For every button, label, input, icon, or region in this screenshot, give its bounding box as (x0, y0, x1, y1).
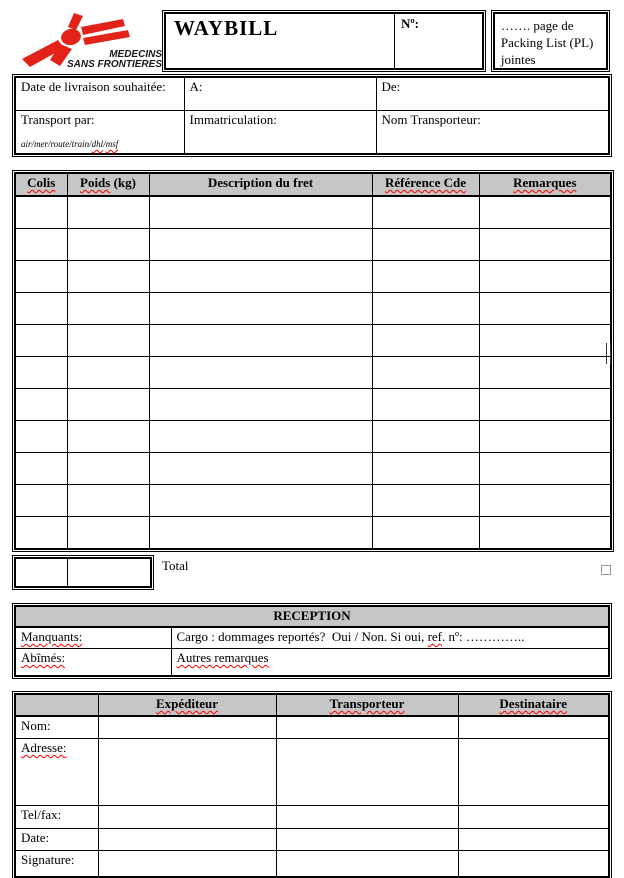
origin-label: De: (381, 79, 401, 94)
cargo-cell-r10-c2[interactable] (149, 517, 372, 550)
cargo-cell-r1-c3[interactable] (372, 229, 479, 261)
cargo-row-10 (15, 517, 611, 550)
misspelled-text: Remarques (513, 175, 577, 190)
cargo-cell-r0-c1[interactable] (67, 196, 149, 229)
misspelled-text: Expéditeur (155, 696, 219, 711)
misspelled-text: Référence Cde (385, 175, 466, 190)
cargo-cell-r5-c1[interactable] (67, 357, 149, 389)
text-cursor-artifact (606, 343, 611, 364)
cargo-cell-r10-c3[interactable] (372, 517, 479, 550)
cargo-cell-r2-c1[interactable] (67, 261, 149, 293)
cargo-cell-r6-c0[interactable] (15, 389, 67, 421)
parties-column-header-1 (276, 694, 458, 716)
total-strip (14, 557, 624, 588)
cargo-cell-r6-c2[interactable] (149, 389, 372, 421)
parties-row-label-2 (15, 806, 98, 829)
parties-row-3 (15, 829, 609, 851)
shipment-info-row2 (15, 111, 609, 155)
parties-cell-r0-c2[interactable] (458, 716, 609, 739)
misspelled-text: Adresse: (21, 740, 67, 755)
cargo-cell-r3-c1[interactable] (67, 293, 149, 325)
parties-column-header-0 (98, 694, 276, 716)
misspelled-text: Autres remarques (176, 650, 269, 665)
misspelled-text: Colis (27, 175, 56, 190)
cargo-cell-r0-c0[interactable] (15, 196, 67, 229)
parties-row-label-1 (15, 739, 98, 806)
total-label: Total (162, 558, 189, 573)
cargo-cell-r6-c3[interactable] (372, 389, 479, 421)
cargo-column-header-2 (149, 173, 372, 196)
parties-cell-r2-c1[interactable] (276, 806, 458, 829)
misspelled-text: Manquants: (21, 629, 83, 644)
cargo-cell-r4-c3[interactable] (372, 325, 479, 357)
text-run: Cargo : dommages reportés? Oui / Non. Si oui, (176, 629, 428, 644)
parties-cell-r3-c0[interactable] (98, 829, 276, 851)
text-run: Signature: (21, 852, 75, 867)
cargo-cell-r5-c0[interactable] (15, 357, 67, 389)
carrier-name-label: Nom Transporteur: (381, 112, 481, 127)
parties-row-label-0 (15, 716, 98, 739)
cargo-cell-r4-c2[interactable] (149, 325, 372, 357)
cargo-row-9 (15, 485, 611, 517)
origin-field[interactable] (376, 77, 609, 111)
cargo-cell-r10-c1[interactable] (67, 517, 149, 550)
parties-cell-r3-c1[interactable] (276, 829, 458, 851)
registration-field[interactable] (184, 111, 376, 155)
cargo-cell-r8-c4[interactable] (479, 453, 611, 485)
cargo-cell-r7-c0[interactable] (15, 421, 67, 453)
cargo-cell-r5-c3[interactable] (372, 357, 479, 389)
packing-list-pages-note: ……. page de Packing List (PL) jointes (500, 18, 594, 67)
cargo-cell-r10-c4[interactable] (479, 517, 611, 550)
text-run: Tel/fax: (21, 807, 62, 822)
cargo-row-5 (15, 357, 611, 389)
cargo-column-header-0 (15, 173, 67, 196)
cargo-cell-r8-c3[interactable] (372, 453, 479, 485)
misspelled-text: Poids (80, 175, 111, 190)
cargo-table (14, 172, 612, 550)
logo-line1: MEDECINS (109, 49, 162, 60)
cargo-column-header-3 (372, 173, 479, 196)
document-header (14, 12, 608, 70)
parties-cell-r0-c1[interactable] (276, 716, 458, 739)
parties-row-1 (15, 739, 609, 806)
cargo-cell-r0-c2[interactable] (149, 196, 372, 229)
misspelled-text: ref (427, 629, 442, 644)
cargo-cell-r1-c4[interactable] (479, 229, 611, 261)
parties-column-header-2 (458, 694, 609, 716)
parties-row-label-4 (15, 851, 98, 878)
cargo-cell-r7-c4[interactable] (479, 421, 611, 453)
cargo-row-7 (15, 421, 611, 453)
cargo-cell-r3-c3[interactable] (372, 293, 479, 325)
registration-label: Immatriculation: (189, 112, 277, 127)
cargo-cell-r8-c0[interactable] (15, 453, 67, 485)
shipment-info-row1 (15, 77, 609, 111)
misspelled-text: Abîmés: (21, 650, 66, 665)
text-run: Date: (21, 830, 50, 845)
destination-field[interactable] (184, 77, 376, 111)
parties-cell-r1-c1[interactable] (276, 739, 458, 806)
cargo-cell-r0-c3[interactable] (372, 196, 479, 229)
cargo-cell-r6-c1[interactable] (67, 389, 149, 421)
text-run: Description du fret (207, 175, 314, 190)
cargo-cell-r9-c3[interactable] (372, 485, 479, 517)
misspelled-text: msf (105, 139, 119, 149)
cargo-cell-r9-c0[interactable] (15, 485, 67, 517)
cargo-cell-r2-c4[interactable] (479, 261, 611, 293)
reception-label-cell-1[interactable] (15, 649, 171, 677)
transport-modes-note (21, 137, 179, 152)
text-run: Nom: (21, 718, 51, 733)
delivery-date-label: Date de livraison souhaitée: (21, 79, 166, 94)
cargo-cell-r4-c1[interactable] (67, 325, 149, 357)
cargo-cell-r4-c4[interactable] (479, 325, 611, 357)
parties-cell-r2-c2[interactable] (458, 806, 609, 829)
parties-cell-r4-c1[interactable] (276, 851, 458, 878)
parties-table-body (15, 716, 609, 877)
parties-row-2 (15, 806, 609, 829)
logo-line2: SANS FRONTIERES (66, 59, 162, 70)
packing-list-pages-box[interactable] (493, 12, 608, 70)
misspelled-text: dhl (91, 139, 104, 149)
cargo-cell-r0-c4[interactable] (479, 196, 611, 229)
cargo-cell-r2-c3[interactable] (372, 261, 479, 293)
cargo-cell-r8-c2[interactable] (149, 453, 372, 485)
reception-content-cell-0[interactable] (171, 627, 609, 649)
cargo-row-2 (15, 261, 611, 293)
anchor-square-artifact (601, 565, 611, 575)
page-title: WAYBILL (174, 16, 279, 40)
cargo-cell-r1-c0[interactable] (15, 229, 67, 261)
cargo-row-8 (15, 453, 611, 485)
title-number-box (164, 12, 484, 70)
delivery-date-field[interactable] (15, 77, 184, 111)
parties-cell-r0-c0[interactable] (98, 716, 276, 739)
cargo-cell-r5-c4[interactable] (479, 357, 611, 389)
destination-label: A: (189, 79, 203, 94)
cargo-cell-r5-c2[interactable] (149, 357, 372, 389)
reception-label-cell-0[interactable] (15, 627, 171, 649)
total-table (14, 557, 152, 588)
reception-table (14, 605, 610, 677)
cargo-cell-r7-c2[interactable] (149, 421, 372, 453)
cargo-cell-r3-c0[interactable] (15, 293, 67, 325)
parties-header-row (15, 694, 609, 716)
cargo-cell-r4-c0[interactable] (15, 325, 67, 357)
title-cell (166, 14, 395, 68)
parties-row-0 (15, 716, 609, 739)
reception-row-0 (15, 627, 609, 649)
reception-title: RECEPTION (15, 606, 609, 627)
text-run: air/mer/route/train/ (21, 139, 92, 149)
carrier-name-field[interactable] (376, 111, 609, 155)
cargo-header-row (15, 173, 611, 196)
parties-cell-r4-c0[interactable] (98, 851, 276, 878)
parties-row-label-3 (15, 829, 98, 851)
parties-cell-r2-c0[interactable] (98, 806, 276, 829)
cargo-cell-r3-c2[interactable] (149, 293, 372, 325)
text-run: (kg) (110, 175, 136, 190)
reception-content-cell-1[interactable] (171, 649, 609, 677)
shipment-info-table (14, 76, 610, 155)
cargo-cell-r10-c0[interactable] (15, 517, 67, 550)
misspelled-text: Transporteur (329, 696, 405, 711)
cargo-column-header-1 (67, 173, 149, 196)
parties-cell-r3-c2[interactable] (458, 829, 609, 851)
waybill-number-field[interactable] (395, 14, 482, 68)
cargo-row-1 (15, 229, 611, 261)
parties-cell-r1-c0[interactable] (98, 739, 276, 806)
transport-by-field[interactable] (15, 111, 184, 155)
waybill-number-label: Nº: (401, 16, 420, 31)
cargo-cell-r9-c2[interactable] (149, 485, 372, 517)
cargo-cell-r6-c4[interactable] (479, 389, 611, 421)
total-colis-cell[interactable] (15, 558, 67, 587)
cargo-cell-r9-c4[interactable] (479, 485, 611, 517)
cargo-cell-r2-c0[interactable] (15, 261, 67, 293)
cargo-column-header-4 (479, 173, 611, 196)
cargo-cell-r7-c3[interactable] (372, 421, 479, 453)
parties-cell-r4-c2[interactable] (458, 851, 609, 878)
text-run: / (103, 139, 106, 149)
parties-cell-r1-c2[interactable] (458, 739, 609, 806)
text-run: . nº: ………….. (442, 629, 525, 644)
reception-header-row (15, 606, 609, 627)
cargo-row-6 (15, 389, 611, 421)
reception-row-1 (15, 649, 609, 677)
cargo-cell-r1-c2[interactable] (149, 229, 372, 261)
cargo-table-body (15, 196, 611, 549)
cargo-cell-r9-c1[interactable] (67, 485, 149, 517)
parties-table (14, 693, 610, 878)
parties-corner-cell (15, 694, 98, 716)
msf-logo (14, 12, 162, 70)
total-row (15, 558, 151, 587)
transport-by-label: Transport par: (21, 112, 95, 127)
cargo-cell-r3-c4[interactable] (479, 293, 611, 325)
reception-table-body (15, 627, 609, 676)
total-poids-cell[interactable] (67, 558, 151, 587)
cargo-cell-r2-c2[interactable] (149, 261, 372, 293)
cargo-row-4 (15, 325, 611, 357)
parties-row-4 (15, 851, 609, 878)
cargo-row-3 (15, 293, 611, 325)
waybill-document (0, 12, 624, 868)
cargo-row-0 (15, 196, 611, 229)
cargo-cell-r8-c1[interactable] (67, 453, 149, 485)
cargo-cell-r1-c1[interactable] (67, 229, 149, 261)
misspelled-text: Destinataire (499, 696, 568, 711)
cargo-cell-r7-c1[interactable] (67, 421, 149, 453)
